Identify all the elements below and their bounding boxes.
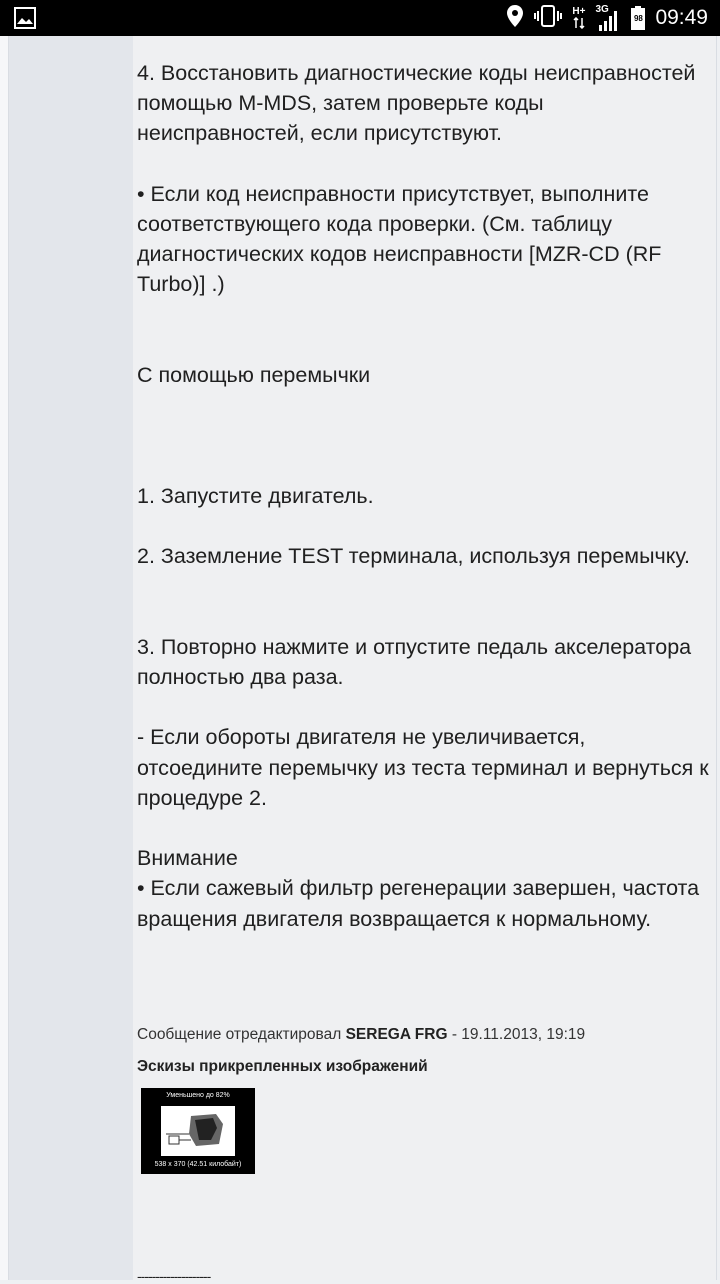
clock: 09:49 [655,6,708,29]
network-3g-label: 3G [595,4,609,15]
data-indicator [572,7,585,29]
image-icon [14,7,36,34]
editor-name[interactable]: SEREGA FRG [345,1026,448,1043]
network-type-label: H+ [572,6,586,17]
page-edge [0,36,9,1280]
post-content [133,36,717,1284]
edit-note [137,1026,585,1044]
battery-icon [631,6,645,30]
thumbnail-image [161,1106,235,1156]
author-column [9,36,133,1280]
status-bar [0,0,720,36]
attachments-title: Эскизы прикрепленных изображений [137,1058,428,1075]
edit-note-prefix: Сообщение отредактировал [137,1026,346,1043]
data-arrows-icon [573,17,585,29]
attachment-thumbnail[interactable] [141,1088,255,1174]
battery-level: 98 [633,14,643,23]
location-icon [506,4,524,33]
post-body: 4. Восстановить диагностические коды неисправностей помощью M-MDS, затем проверьте коды неисправностей, если присутствуют. • Если код неисправности присутствует, выполните соответствующего кода проверки. (См. таблицу диагностических кодов неисправности [MZR-CD (RF Turbo)] .) С помощью перемычки 1. Запустите двигатель. 2. Заземление TEST терминала, используя перемычку. 3. Повторно нажмите и отпустите педаль акселератора полностью два раза. - Если обороты двигателя не увеличивается, отсоедините перемычку из теста терминал и вернуться к процедуре 2. Внимание • Если сажевый фильтр регенерации завершен, частота вращения двигателя возвращается к нормальному. [137,61,709,931]
thumbnail-size-caption: 538 x 370 (42.51 килобайт) [154,1161,242,1168]
signal-icon [595,3,621,33]
forum-page [0,36,720,1284]
signature-divider: -------------------- [137,1268,211,1284]
thumbnail-resize-note: Уменьшено до 82% [166,1092,230,1099]
vibrate-icon [534,5,562,32]
edit-date: - 19.11.2013, 19:19 [447,1026,586,1043]
